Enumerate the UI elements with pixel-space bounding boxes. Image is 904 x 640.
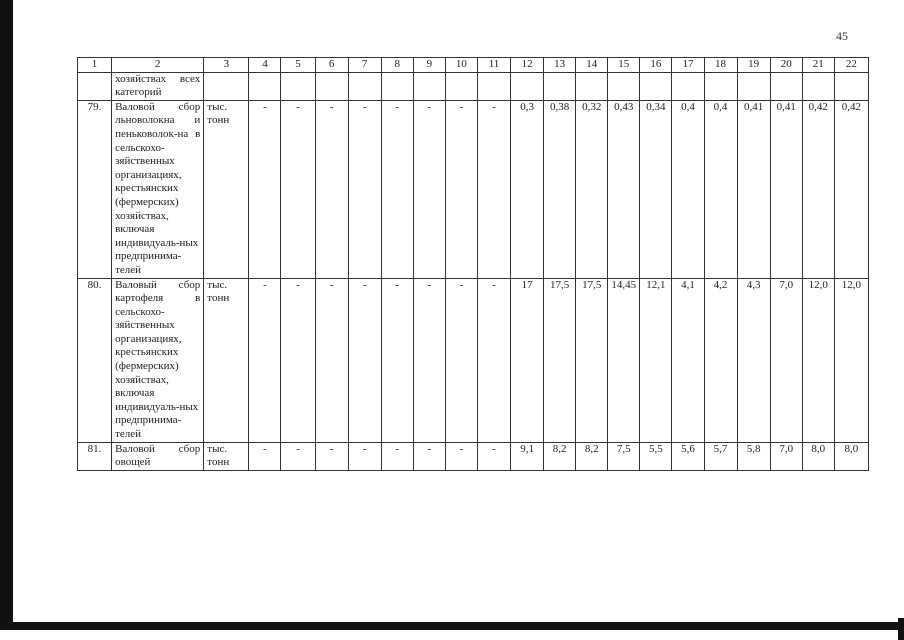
indicator-name-cell: Валовой сбор льноволокна и пеньковолок-на в сельскохо-зяйственных организациях, крестьянских (фермерских) хозяйствах, включая индивидуаль-ных предпринима-телей	[112, 100, 204, 278]
value-cell	[737, 72, 770, 100]
value-cell	[640, 72, 672, 100]
value-cell: -	[348, 442, 381, 470]
value-cell	[348, 72, 381, 100]
value-cell: 0,4	[672, 100, 704, 278]
column-header: 17	[672, 58, 704, 73]
unit-cell: тыс. тонн	[204, 278, 249, 442]
value-cell: -	[477, 100, 510, 278]
column-header: 3	[204, 58, 249, 73]
value-cell: -	[281, 442, 315, 470]
value-cell: -	[381, 100, 413, 278]
value-cell: 5,5	[640, 442, 672, 470]
value-cell: -	[348, 100, 381, 278]
unit-cell	[204, 72, 249, 100]
value-cell: 7,0	[770, 442, 802, 470]
value-cell: 0,41	[770, 100, 802, 278]
value-cell: 8,0	[834, 442, 868, 470]
value-cell: -	[315, 442, 348, 470]
value-cell	[381, 72, 413, 100]
row-number-cell: 80.	[78, 278, 112, 442]
column-header: 6	[315, 58, 348, 73]
value-cell: 0,32	[576, 100, 608, 278]
value-cell: -	[477, 278, 510, 442]
scan-edge-bottom	[0, 622, 904, 630]
value-cell	[477, 72, 510, 100]
value-cell: 0,34	[640, 100, 672, 278]
value-cell: 5,7	[704, 442, 737, 470]
value-cell: 14,45	[608, 278, 640, 442]
scan-edge-right	[898, 618, 904, 640]
value-cell: 5,6	[672, 442, 704, 470]
value-cell: -	[315, 278, 348, 442]
value-cell: 12,0	[834, 278, 868, 442]
value-cell	[445, 72, 477, 100]
column-header: 20	[770, 58, 802, 73]
value-cell: -	[413, 100, 445, 278]
scan-edge-left	[0, 0, 13, 626]
value-cell	[249, 72, 281, 100]
indicator-name-cell: Валовый сбор картофеля в сельскохо-зяйственных организациях, крестьянских (фермерских) хозяйствах, включая индивидуаль-ных предпринима-телей	[112, 278, 204, 442]
value-cell: -	[315, 100, 348, 278]
value-cell: 0,38	[544, 100, 576, 278]
value-cell	[704, 72, 737, 100]
column-header: 11	[477, 58, 510, 73]
value-cell: 17	[511, 278, 544, 442]
value-cell: -	[477, 442, 510, 470]
value-cell: 0,42	[834, 100, 868, 278]
value-cell: -	[445, 100, 477, 278]
page-number: 45	[836, 29, 848, 43]
value-cell: -	[281, 278, 315, 442]
value-cell: 0,42	[802, 100, 834, 278]
value-cell: 4,1	[672, 278, 704, 442]
column-header: 12	[511, 58, 544, 73]
value-cell	[281, 72, 315, 100]
value-cell	[576, 72, 608, 100]
table-row	[78, 442, 869, 470]
value-cell	[834, 72, 868, 100]
data-table	[77, 57, 869, 471]
value-cell: 4,2	[704, 278, 737, 442]
column-header: 5	[281, 58, 315, 73]
value-cell: 5,8	[737, 442, 770, 470]
column-header: 14	[576, 58, 608, 73]
value-cell: -	[381, 278, 413, 442]
value-cell: 8,0	[802, 442, 834, 470]
value-cell: 8,2	[576, 442, 608, 470]
column-header: 13	[544, 58, 576, 73]
value-cell: 17,5	[544, 278, 576, 442]
value-cell: 8,2	[544, 442, 576, 470]
unit-cell: тыс. тонн	[204, 100, 249, 278]
value-cell: -	[348, 278, 381, 442]
value-cell	[672, 72, 704, 100]
value-cell: 9,1	[511, 442, 544, 470]
value-cell	[511, 72, 544, 100]
column-header: 18	[704, 58, 737, 73]
value-cell	[770, 72, 802, 100]
value-cell: -	[381, 442, 413, 470]
value-cell: 4,3	[737, 278, 770, 442]
value-cell: -	[249, 442, 281, 470]
value-cell: 7,5	[608, 442, 640, 470]
column-header: 16	[640, 58, 672, 73]
row-number-cell: 79.	[78, 100, 112, 278]
value-cell: 0,43	[608, 100, 640, 278]
value-cell: 7,0	[770, 278, 802, 442]
table-row	[78, 100, 869, 278]
value-cell: -	[249, 278, 281, 442]
column-header: 8	[381, 58, 413, 73]
value-cell: -	[445, 442, 477, 470]
indicator-name-cell: хозяйствах всех категорий	[112, 72, 204, 100]
value-cell: 0,41	[737, 100, 770, 278]
indicator-name-cell: Валовой сбор овощей	[112, 442, 204, 470]
value-cell	[608, 72, 640, 100]
column-header: 22	[834, 58, 868, 73]
column-header: 10	[445, 58, 477, 73]
column-header: 2	[112, 58, 204, 73]
column-header: 15	[608, 58, 640, 73]
header-row	[78, 58, 869, 73]
value-cell: 17,5	[576, 278, 608, 442]
value-cell	[802, 72, 834, 100]
value-cell: 12,0	[802, 278, 834, 442]
column-header: 9	[413, 58, 445, 73]
column-header: 7	[348, 58, 381, 73]
value-cell: 0,4	[704, 100, 737, 278]
value-cell	[544, 72, 576, 100]
table-row	[78, 72, 869, 100]
value-cell: -	[281, 100, 315, 278]
value-cell: -	[249, 100, 281, 278]
value-cell	[413, 72, 445, 100]
value-cell: 12,1	[640, 278, 672, 442]
value-cell: -	[413, 442, 445, 470]
row-number-cell	[78, 72, 112, 100]
column-header: 19	[737, 58, 770, 73]
value-cell: -	[445, 278, 477, 442]
column-header: 1	[78, 58, 112, 73]
value-cell: 0,3	[511, 100, 544, 278]
row-number-cell: 81.	[78, 442, 112, 470]
column-header: 21	[802, 58, 834, 73]
table-row	[78, 278, 869, 442]
value-cell	[315, 72, 348, 100]
column-header: 4	[249, 58, 281, 73]
value-cell: -	[413, 278, 445, 442]
unit-cell: тыс. тонн	[204, 442, 249, 470]
